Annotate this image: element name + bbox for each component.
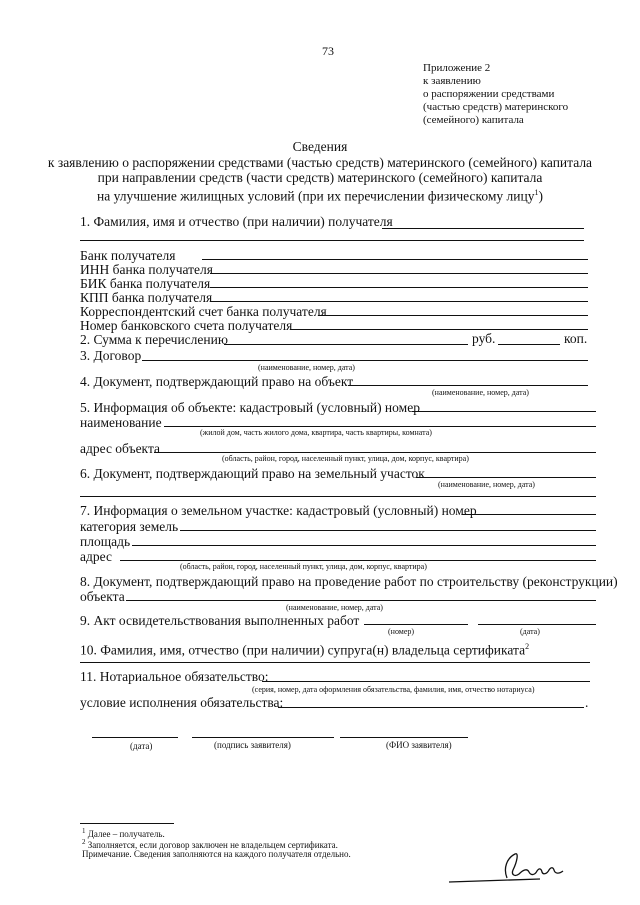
footnote-ref-1: 1	[534, 188, 539, 197]
field-10-text: 10. Фамилия, имя, отчество (при наличии) супруга(н) владельца сертификата	[80, 642, 526, 658]
bik-input-line[interactable]	[210, 287, 588, 288]
land-category-label: категория земель	[80, 519, 179, 534]
date-signature-line[interactable]	[92, 737, 178, 738]
page-number: 73	[322, 44, 334, 58]
appendix-line: к заявлению	[423, 75, 481, 87]
field-9-label: 9. Акт освидетельствования выполненных работ	[80, 613, 360, 628]
act-date-input-line[interactable]	[478, 624, 596, 625]
condition-input-line[interactable]	[278, 707, 584, 708]
field-4-hint: (наименование, номер, дата)	[432, 388, 529, 397]
footnote-2-text: Заполняется, если договор заключен не владельцем сертификата.	[87, 840, 338, 850]
condition-end: .	[585, 695, 589, 710]
field-4-label: 4. Документ, подтверждающий право на объект	[80, 374, 354, 389]
footnote-separator	[80, 823, 174, 824]
appendix-block	[423, 62, 568, 127]
account-number-label: Номер банковского счета получателя	[80, 318, 293, 333]
title-line-4	[0, 185, 640, 204]
field-11-hint: (серия, номер, дата оформления обязательства, фамилия, имя, отчество нотариуса)	[252, 685, 535, 694]
field-8-label: 8. Документ, подтверждающий право на проведение работ по строительству (реконструкции)	[80, 574, 618, 589]
object-name-input-line[interactable]	[164, 426, 596, 427]
field-2-label: 2. Сумма к перечислению	[80, 332, 228, 347]
field-10-input-line[interactable]	[80, 662, 590, 663]
act-number-hint: (номер)	[388, 627, 415, 636]
field-1-label: 1. Фамилия, имя и отчество (при наличии) получателя	[80, 214, 393, 229]
field-6-hint: (наименование, номер, дата)	[438, 480, 535, 489]
field-6-label: 6. Документ, подтверждающий право на земельный участок	[80, 466, 425, 481]
applicant-fio-line[interactable]	[340, 737, 468, 738]
object-name-label: наименование	[80, 415, 162, 430]
bank-label: Банк получателя	[80, 248, 176, 263]
field-8-hint: (наименование, номер, дата)	[286, 603, 383, 612]
land-address-input-line[interactable]	[120, 560, 596, 561]
appendix-line: Приложение 2	[423, 62, 491, 74]
land-cadastral-input-line[interactable]	[462, 514, 596, 515]
corr-account-label: Корреспондентский счет банка получателя	[80, 304, 327, 319]
rub-label: руб.	[472, 331, 496, 346]
field-8-label-2: объекта	[80, 589, 125, 604]
act-date-hint: (дата)	[520, 627, 540, 636]
title-line-4-text: на улучшение жилищных условий (при их перечислении физическому лицу	[97, 188, 535, 204]
field-4-input-line[interactable]	[348, 385, 588, 386]
appendix-line: (семейного) капитала	[423, 114, 524, 126]
footnote-1-text: Далее – получатель.	[87, 829, 165, 839]
applicant-signature-line[interactable]	[192, 737, 334, 738]
object-address-hint: (область, район, город, населенный пункт, улица, дом, корпус, квартира)	[222, 454, 469, 463]
appendix-line: о распоряжении средствами	[423, 88, 555, 100]
object-address-input-line[interactable]	[154, 452, 596, 453]
field-11-label: 11. Нотариальное обязательство:	[80, 669, 269, 684]
land-area-label: площадь	[80, 534, 131, 549]
account-number-input-line[interactable]	[290, 329, 588, 330]
cadastral-number-input-line[interactable]	[412, 411, 596, 412]
footnote-1-mark: 1	[82, 827, 86, 835]
footnote-2-mark: 2	[82, 838, 86, 846]
bik-label: БИК банка получателя	[80, 276, 211, 291]
condition-label: условие исполнения обязательства:	[80, 695, 284, 710]
footnote-ref-2: 2	[525, 642, 530, 651]
field-1-input-line[interactable]	[382, 228, 584, 229]
title-line-3: при направлении средств (части средств) материнского (семейного) капитала	[97, 170, 543, 185]
object-address-label: адрес объекта	[80, 441, 160, 456]
land-category-input-line[interactable]	[180, 530, 596, 531]
kop-input-line[interactable]	[498, 344, 560, 345]
land-area-input-line[interactable]	[132, 545, 596, 546]
land-address-label: адрес	[80, 549, 112, 564]
inn-label: ИНН банка получателя	[80, 262, 213, 277]
field-8-input-line[interactable]	[126, 600, 596, 601]
bank-input-line[interactable]	[202, 259, 588, 260]
field-3-input-line[interactable]	[142, 360, 588, 361]
field-1-input-line-2[interactable]	[80, 240, 584, 241]
field-7-label: 7. Информация о земельном участке: кадастровый (условный) номер	[80, 503, 477, 518]
act-number-input-line[interactable]	[364, 624, 468, 625]
handwritten-signature	[445, 848, 580, 888]
field-5-label: 5. Информация об объекте: кадастровый (условный) номер	[80, 400, 420, 415]
kpp-label: КПП банка получателя	[80, 290, 213, 305]
date-caption: (дата)	[130, 741, 153, 751]
inn-input-line[interactable]	[210, 273, 588, 274]
appendix-line: (частью средств) материнского	[423, 101, 569, 113]
kop-label: коп.	[564, 331, 588, 346]
field-3-label: 3. Договор	[80, 348, 142, 363]
field-3-hint: (наименование, номер, дата)	[258, 363, 355, 372]
title-line-4-end: )	[538, 188, 543, 204]
title-line-2: к заявлению о распоряжении средствами (частью средств) материнского (семейного) капитала	[47, 155, 593, 170]
land-address-hint: (область, район, город, населенный пункт, улица, дом, корпус, квартира)	[180, 562, 427, 571]
field-10-label	[80, 639, 529, 658]
field-6-input-line[interactable]	[416, 477, 596, 478]
object-name-hint: (жилой дом, часть жилого дома, квартира, часть квартиры, комната)	[200, 428, 432, 437]
footnote-note: Примечание. Сведения заполняются на каждого получателя отдельно.	[82, 849, 351, 859]
field-11-input-line[interactable]	[262, 681, 590, 682]
field-6-input-line-2[interactable]	[80, 496, 596, 497]
document-title: Сведения	[292, 139, 348, 154]
fio-caption: (ФИО заявителя)	[386, 740, 452, 750]
kpp-input-line[interactable]	[210, 301, 588, 302]
signature-caption: (подпись заявителя)	[214, 740, 291, 750]
rub-input-line[interactable]	[224, 344, 468, 345]
corr-account-input-line[interactable]	[318, 315, 588, 316]
